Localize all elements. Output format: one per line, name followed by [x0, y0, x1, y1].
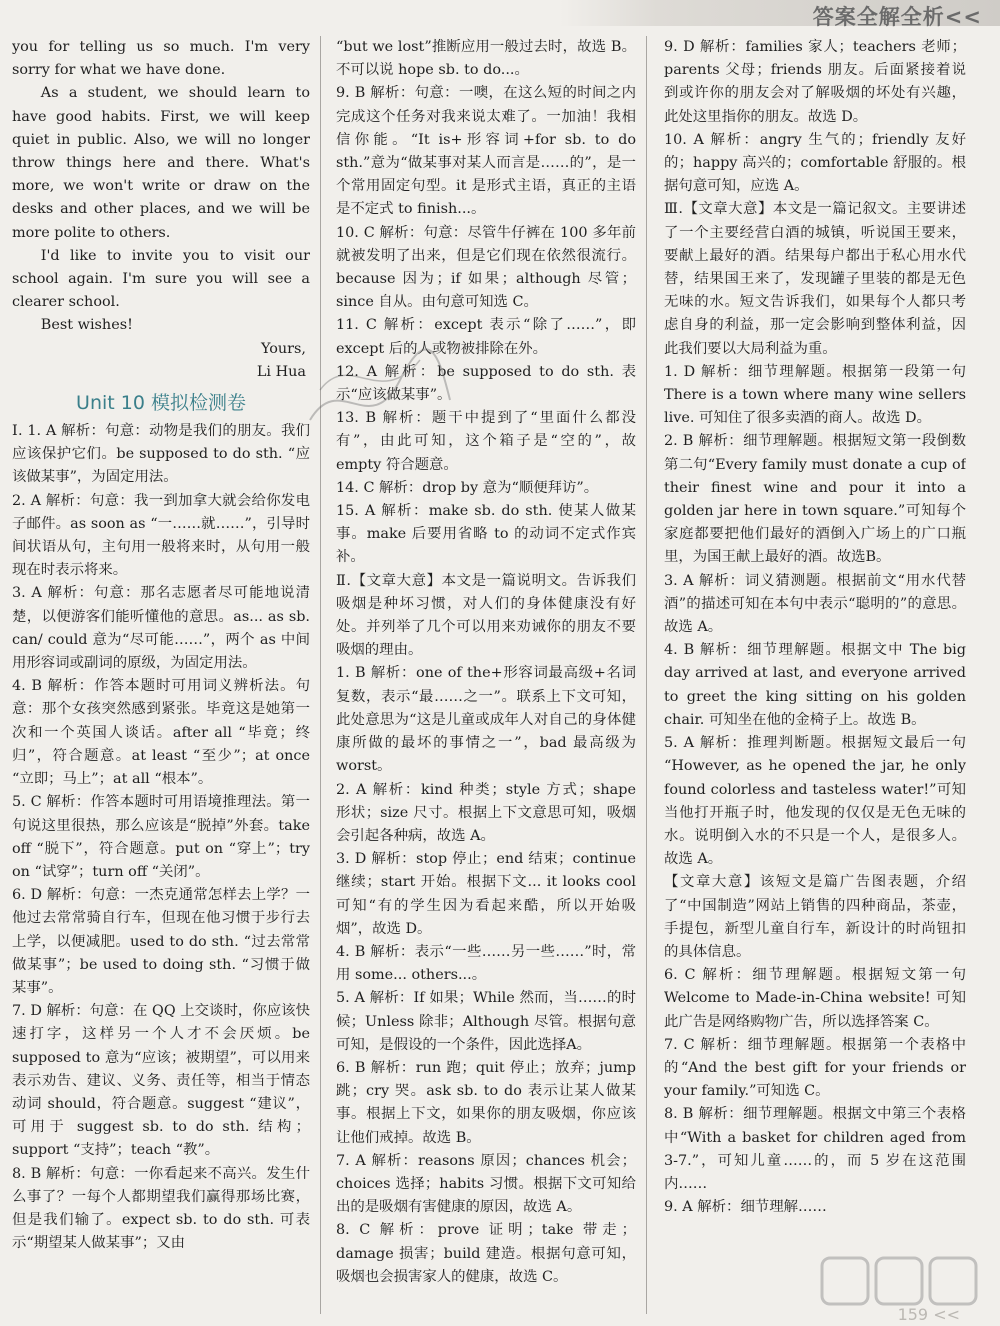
answer-item: 7. C 解析：细节理解题。根据第一个表格中的“And the best gift for your friends or your family.”可知选 C。 [664, 1036, 966, 1100]
header-band [560, 0, 1000, 29]
answer-item: 1. D 解析：细节理解题。根据第一段第一句 There is a town where many wine sellers live. 可知住了很多卖酒的商人。故选 D。 [664, 363, 966, 427]
answer-item: 5. C 解析：作答本题时可用语境推理法。第一句说这里很热，那么应该是“脱掉”外套。take off “脱下”，符合题意。put on “穿上”；try on “试穿”；turn off “关闭”。 [12, 794, 310, 880]
answer-item: 11. C 解析：except 表示“除了……”，即 except 后的人或物被排除在外。 [336, 317, 636, 357]
answer-item: 4. B 解析：作答本题时可用词义辨析法。句意：那个女孩突然感到紧张。毕竟这是她第一次和一个英国人谈话。after all “毕竟；终归”，符合题意。at least “至少”；at once “立即；马上”；at all “根本”。 [12, 678, 310, 788]
answer-item: 5. A 解析：If 如果；While 然而，当……的时候；Unless 除非；Although 尽管。根据句意可知，是假设的一个条件，因此选择A。 [336, 990, 636, 1053]
answer-item: 15. A 解析：make sb. do sth. 使某人做某事。make 后要用省略 to 的动词不定式作宾补。 [336, 503, 636, 566]
answer-item: 4. B 解析：细节理解题。根据文中 The big day arrived at last, and everyone arrived to greet the king sitting on his golden chair. 可知坐在他的金椅子上。故选 B。 [664, 642, 966, 728]
header-title: 答案全解全析<< [812, 5, 982, 29]
letter-paragraph: As a student, we should learn to have good habits. First, we will keep quiet in public. Also, we will no longer throw things here and there. What's more, we won't write or draw on the desks and other places, and we will be more polite to others. [12, 85, 310, 241]
letter-greeting: Best wishes! [40, 317, 133, 334]
answer-item: 8. B 解析：句意：一你看起来不高兴。发生什么事了？一每个人都期望我们赢得那场比赛，但是我们输了。expect sb. to do sth. 可表示“期望某人做某事”；又由 [12, 1165, 310, 1252]
answer-item: 2. A 解析：句意：我一到加拿大就会给你发电子邮件。as soon as “一……就……”，引导时间状语从句，主句用一般将来时，从句用一般现在时表示将来。 [12, 492, 310, 579]
answer-item: 6. D 解析：句意：一杰克通常怎样去上学？一他过去常常骑自行车，但现在他习惯于步行去上学，以便减肥。used to do sth. “过去常常做某事”；be used to doing sth. “习惯于做某事”。 [12, 887, 310, 996]
answer-item: Ⅰ. 1. A 解析：句意：动物是我们的朋友。我们应该保护它们。be supposed to do sth. “应该做某事”，为固定用法。 [12, 423, 310, 486]
answer-item: 9. A 解析：细节理解…… [664, 1199, 827, 1216]
answer-item: 2. A 解析：kind 种类；style 方式；shape 形状；size 尺寸。根据上下文意思可知，吸烟会引起各种病，故选 A。 [336, 781, 636, 844]
letter-paragraph: I'd like to invite you to visit our school again. I'm sure you will see a clearer school. [12, 247, 310, 311]
letter-closing: Yours, [260, 340, 306, 357]
answer-item: 9. D 解析：families 家人；teachers 老师；parents 父母；friends 朋友。后面紧接着说到或许你的朋友会对了解吸烟的坏处有兴趣，此处这里指你的朋友。故选 D。 [664, 39, 966, 125]
handwriting-mark-icon [300, 330, 460, 450]
answer-item: 3. A 解析：句意：那名志愿者尽可能地说清楚，以便游客们能听懂他的意思。as... as sb. can/ could 意为“尽可能……”，两个 as 中间用形容词或副词的原级，为固定用法。 [12, 585, 310, 672]
letter-signature: Li Hua [256, 363, 306, 380]
answer-item: 1. B 解析：one of the+形容词最高级+名词复数，表示“最……之一”。联系上下文可知，此处意思为“这是儿童或成年人对自己的身体健康所做的最坏的事情之一”，bad 最高级为 worst。 [336, 665, 636, 775]
column-left [12, 36, 310, 1316]
column-middle [336, 36, 636, 1316]
answer-item: 7. A 解析：reasons 原因；chances 机会；choices 选择；habits 习惯。根据下文可知给出的是吸烟有害健康的原因，故选 A。 [336, 1152, 636, 1216]
answer-item: 9. B 解析：句意：一噢，在这么短的时间之内完成这个任务对我来说太难了。一加油！我相信你能。“It is+形容词+for sb. to do sth.”意为“做某事对某人而言是……的”，是一个常用固定句型。it 是形式主语，真正的主语是不定式 to finish...。 [336, 85, 636, 218]
answer-item: 12. A 解析：be supposed to do sth. 表示“应该做某事”。 [336, 363, 636, 404]
answer-item: 3. A 解析：词义猜测题。根据前文“用水代替酒”的描述可知在本句中表示“聪明的”的意思。故选 A。 [664, 572, 966, 636]
unit-title: Unit 10 模拟检测卷 [76, 392, 246, 415]
answer-item: 13. B 解析：题干中提到了“里面什么都没有”，由此可知，这个箱子是“空的”，故 empty 符合题意。 [336, 410, 636, 473]
letter-paragraph: you for telling us so much. I'm very sorry for what we have done. [12, 39, 310, 79]
section-summary: 【文章大意】该短文是篇广告图表题，介绍了“中国制造”网站上销售的四种商品，茶壶，手提包，新型儿童自行车，新设计的时尚钮扣的具体信息。 [664, 874, 966, 960]
answer-item: 6. C 解析：细节理解题。根据短文第一句 Welcome to Made-in-China website! 可知此广告是网络购物广告，所以选择答案 C。 [664, 967, 966, 1030]
column-divider-left [320, 36, 321, 1314]
answer-item: 14. C 解析：drop by 意为“顺便拜访”。 [336, 479, 599, 496]
answer-item: 4. B 解析：表示“一些……另一些……”时，常用 some... others...。 [336, 943, 636, 984]
page-number: 159 << [897, 1305, 960, 1324]
section-summary: Ⅱ.【文章大意】本文是一篇说明文。告诉我们吸烟是种坏习惯，对人们的身体健康没有好处。并列举了几个可以用来劝诫你的朋友不要吸烟的理由。 [336, 572, 636, 659]
column-divider-right [646, 36, 647, 1314]
answer-item: 8. B 解析：细节理解题。根据文中第三个表格中“With a basket for children aged from 3-7.”，可知儿童……的，而 5 岁在这范围内…… [664, 1106, 966, 1192]
column-right [664, 36, 966, 1316]
answer-item: 10. A 解析：angry 生气的；friendly 友好的；happy 高兴的；comfortable 舒服的。根据句意可知，应选 A。 [664, 131, 966, 195]
answer-item: 8. C 解析：prove 证明；take 带走；damage 损害；build 建造。根据句意可知，吸烟也会损害家人的健康，故选 C。 [336, 1222, 636, 1285]
answer-item: 5. A 解析：推理判断题。根据短文最后一句 “However, as he opened the jar, he only found colorless and tasteless water!”可知当他打开瓶子时，他发现的仅仅是无色无味的水。说明倒入水的不只是一个人，是很多人。故选 A。 [664, 735, 966, 868]
answer-item: 2. B 解析：细节理解题。根据短文第一段倒数第二句“Every family must donate a cup of their finest wine and pour it into a golden jar here in town square.”可知每个家庭都要把他们最好的酒倒入广场上的广口瓶里，为国王献上最好的酒。故选B。 [664, 433, 966, 566]
answer-item: 3. D 解析：stop 停止；end 结束；continue 继续；start 开始。根据下文... it looks cool 可知“有的学生因为看起来酷，所以开始吸烟”，故选 D。 [336, 851, 636, 937]
answer-item: 7. D 解析：句意：在 QQ 上交谈时，你应该快速打字，这样另一个人才不会厌烦。be supposed to 意为“应该；被期望”，可以用来表示劝告、建议、义务、责任等，相当于情态动词 should，符合题意。suggest “建议”，可用于 suggest sb. to do sth. 结构；support “支持”；teach “教”。 [12, 1003, 310, 1159]
section-summary: Ⅲ.【文章大意】本文是一篇记叙文。主要讲述了一个主要经营白酒的城镇，听说国王要来，要献上最好的酒。结果每户都出于私心用水代替，结果国王来了，发现罐子里装的都是无色无味的水。短文告诉我们，如果每个人都只考虑自身的利益，那一定会影响到整体利益，因此我们要以大局利益为重。 [664, 201, 966, 357]
answer-item: “but we lost”推断应用一般过去时，故选 B。不可以说 hope sb. to do...。 [336, 39, 636, 79]
answer-item: 10. C 解析：句意：尽管牛仔裤在 100 多年前就被发明了出来，但是它们现在依然很流行。because 因为；if 如果；although 尽管；since 自从。由句意可知选 C。 [336, 224, 636, 311]
answer-item: 6. B 解析：run 跑；quit 停止；放弃；jump 跳；cry 哭。ask sb. to do 表示让某人做某事。根据上下文，如果你的朋友吸烟，你应该让他们戒掉。故选 B。 [336, 1059, 636, 1146]
